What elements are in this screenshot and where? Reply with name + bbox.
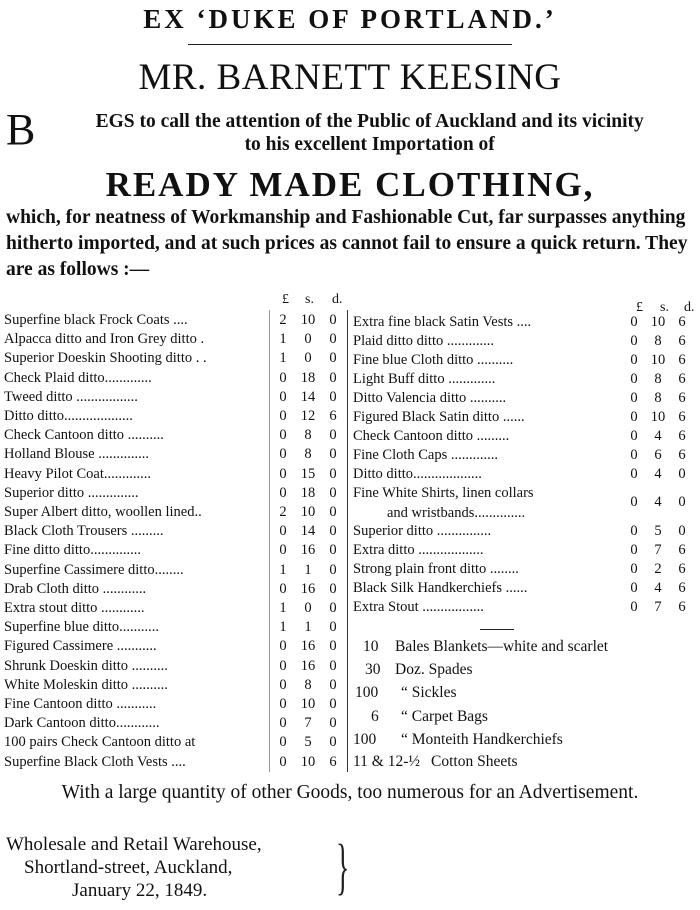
left-price-row xyxy=(4,619,350,639)
item-shillings: 0 xyxy=(304,331,312,348)
right-price-row xyxy=(353,314,700,334)
item-pence: 0 xyxy=(329,600,337,616)
intro-line-2: to his excellent Importation of xyxy=(244,134,495,155)
item-pounds: 0 xyxy=(630,390,638,406)
item-pounds: 1 xyxy=(279,331,287,348)
item-pounds: 0 xyxy=(630,428,638,444)
item-description: Figured Cassimere ........... xyxy=(4,638,157,655)
item-pounds: 0 xyxy=(630,494,638,510)
item-pence: 6 xyxy=(678,542,686,558)
item-description: Extra ditto .................. xyxy=(353,542,484,558)
item-description: Tweed ditto ................. xyxy=(4,388,138,405)
bulk-goods-row xyxy=(353,731,700,751)
item-description: Plaid ditto ditto ............. xyxy=(353,333,494,349)
left-price-row xyxy=(4,446,350,466)
bulk-goods-row xyxy=(353,638,700,658)
item-shillings: 4 xyxy=(654,494,662,510)
left-price-row xyxy=(4,350,350,370)
item-pounds: 0 xyxy=(630,371,638,387)
item-pounds: 0 xyxy=(279,369,287,386)
bulk-description: “ Sickles xyxy=(401,684,457,701)
item-pounds: 0 xyxy=(279,734,287,751)
item-pence: 0 xyxy=(329,542,337,559)
left-price-row xyxy=(4,523,350,543)
left-price-row xyxy=(4,677,350,697)
item-description: Check Cantoon ditto ......... xyxy=(353,428,510,444)
right-price-row xyxy=(353,352,700,372)
item-pounds: 0 xyxy=(630,333,638,349)
item-description: Ditto ditto................... xyxy=(353,466,482,482)
item-pounds: 0 xyxy=(630,542,638,558)
item-shillings: 14 xyxy=(300,523,316,540)
item-pence: 0 xyxy=(678,523,686,539)
item-pounds: 0 xyxy=(630,466,638,482)
item-pence: 0 xyxy=(329,580,337,597)
item-pence: 6 xyxy=(678,352,686,368)
ship-heading: EX ‘DUKE OF PORTLAND.’ xyxy=(143,4,557,34)
item-shillings: 1 xyxy=(304,619,312,636)
item-shillings: 4 xyxy=(654,466,662,482)
pence-header-right: d. xyxy=(684,300,695,315)
item-description: Holland Blouse .............. xyxy=(4,446,149,463)
address-block xyxy=(6,833,336,902)
item-pence: 0 xyxy=(329,312,337,328)
bulk-quantity: 30 xyxy=(365,661,381,678)
merchant-name: MR. BARNETT KEESING xyxy=(138,57,562,98)
item-shillings: 8 xyxy=(654,371,662,387)
item-pounds: 1 xyxy=(279,600,287,616)
item-shillings: 2 xyxy=(654,561,662,577)
price-list-right xyxy=(353,312,700,772)
item-pence: 6 xyxy=(678,599,686,615)
item-description: Superfine blue ditto........... xyxy=(4,619,160,636)
item-description: Ditto Valencia ditto .......... xyxy=(353,390,507,406)
right-price-row xyxy=(353,428,700,448)
item-description-continued: and wristbands.............. xyxy=(387,505,526,521)
item-description: 100 pairs Check Cantoon ditto at xyxy=(4,734,196,751)
item-pounds: 0 xyxy=(279,542,287,559)
item-shillings: 8 xyxy=(304,427,312,444)
right-price-row xyxy=(353,580,700,600)
right-price-row xyxy=(353,523,700,543)
left-price-row xyxy=(4,331,350,351)
left-price-row xyxy=(4,389,350,409)
item-pence: 6 xyxy=(678,447,686,463)
item-pounds: 2 xyxy=(279,312,287,328)
item-pounds: 0 xyxy=(630,523,638,539)
item-description: Black Silk Handkerchiefs ...... xyxy=(353,580,528,596)
item-pence: 0 xyxy=(329,734,337,751)
amount-divider-left xyxy=(269,310,270,772)
item-shillings: 6 xyxy=(654,447,662,463)
price-list-left xyxy=(4,312,350,772)
item-pence: 0 xyxy=(329,427,337,444)
item-description: Check Plaid ditto............. xyxy=(4,369,152,386)
item-shillings: 8 xyxy=(304,676,312,693)
item-pence: 0 xyxy=(329,715,337,732)
item-shillings: 16 xyxy=(300,638,316,655)
item-description: Extra fine black Satin Vests .... xyxy=(353,314,532,330)
item-shillings: 10 xyxy=(300,312,316,328)
item-pounds: 0 xyxy=(279,715,287,732)
item-shillings: 10 xyxy=(300,504,316,520)
item-shillings: 4 xyxy=(654,428,662,444)
item-pence: 0 xyxy=(329,523,337,540)
left-price-row xyxy=(4,312,350,332)
item-pounds: 1 xyxy=(279,561,287,578)
address-date: January 22, 1849. xyxy=(72,880,208,901)
left-price-row xyxy=(4,427,350,447)
item-pounds: 0 xyxy=(279,523,287,540)
bulk-quantity: 100 xyxy=(355,684,379,701)
intro-paragraph: which, for neatness of Workmanship and Fashionable Cut, far surpasses anything hitherto imported, and at such prices as cannot fail to ensure a quick return. They are as follows :— xyxy=(6,207,688,280)
item-pence: 0 xyxy=(329,388,337,405)
item-description: Superfine Black Cloth Vests .... xyxy=(4,753,186,770)
headline: READY MADE CLOTHING, xyxy=(105,165,595,204)
item-pounds: 0 xyxy=(630,409,638,425)
left-price-row xyxy=(4,696,350,716)
item-description: Figured Black Satin ditto ...... xyxy=(353,409,525,425)
left-price-row xyxy=(4,581,350,601)
item-pence: 6 xyxy=(678,561,686,577)
right-price-row xyxy=(353,371,700,391)
address-brace: } xyxy=(336,833,350,901)
column-divider-right xyxy=(347,310,348,772)
item-pounds: 0 xyxy=(279,427,287,444)
item-shillings: 1 xyxy=(304,561,312,578)
item-pounds: 0 xyxy=(630,599,638,615)
item-description: Ditto ditto................... xyxy=(4,408,133,424)
address-line-2: Shortland-street, Auckland, xyxy=(24,857,233,878)
heading-rule xyxy=(188,44,512,45)
item-shillings: 18 xyxy=(300,369,316,386)
item-pence: 0 xyxy=(329,638,337,655)
bulk-description: “ Monteith Handkerchiefs xyxy=(401,731,563,748)
short-rule xyxy=(480,629,514,630)
item-description: Light Buff ditto ............. xyxy=(353,371,496,387)
item-pounds: 0 xyxy=(630,561,638,577)
left-price-row xyxy=(4,370,350,390)
left-price-row xyxy=(4,542,350,562)
item-shillings: 10 xyxy=(650,352,666,368)
right-price-row xyxy=(353,599,700,619)
item-pence: 0 xyxy=(329,465,337,482)
item-pounds: 0 xyxy=(279,446,287,463)
item-pence: 0 xyxy=(329,561,337,578)
intro-line-1: EGS to call the attention of the Public of Auckland and its vicinity xyxy=(95,111,644,132)
item-pounds: 1 xyxy=(279,350,287,367)
item-description: Superior ditto .............. xyxy=(4,484,139,501)
left-price-row xyxy=(4,562,350,582)
item-pence: 0 xyxy=(329,484,337,501)
item-pounds: 1 xyxy=(279,619,287,636)
item-pounds: 0 xyxy=(279,408,287,424)
item-shillings: 7 xyxy=(304,715,312,732)
item-shillings: 0 xyxy=(304,600,312,616)
bulk-goods-row xyxy=(353,661,700,681)
item-pounds: 0 xyxy=(279,753,287,770)
item-description: White Moleskin ditto .......... xyxy=(4,676,168,693)
item-pence: 0 xyxy=(678,466,686,482)
left-price-row xyxy=(4,715,350,735)
right-price-row xyxy=(353,542,700,562)
left-price-row xyxy=(4,504,350,524)
item-pence: 6 xyxy=(329,753,337,770)
item-pounds: 0 xyxy=(630,352,638,368)
item-pounds: 0 xyxy=(279,465,287,482)
left-price-row xyxy=(4,466,350,486)
right-price-row xyxy=(353,333,700,353)
item-pence: 0 xyxy=(329,696,337,712)
item-pence: 0 xyxy=(329,446,337,463)
item-description: Fine blue Cloth ditto .......... xyxy=(353,352,514,368)
item-pence: 0 xyxy=(329,657,337,674)
right-price-row xyxy=(353,447,700,467)
item-description: Super Albert ditto, woollen lined.. xyxy=(4,504,202,520)
item-pence: 0 xyxy=(329,676,337,693)
item-shillings: 16 xyxy=(300,580,316,597)
left-price-row xyxy=(4,658,350,678)
item-pence: 6 xyxy=(678,428,686,444)
item-pounds: 0 xyxy=(279,676,287,693)
bulk-description: Bales Blankets—white and scarlet xyxy=(395,638,609,655)
item-shillings: 10 xyxy=(300,753,316,770)
item-description: Fine Cloth Caps ............. xyxy=(353,447,499,463)
shillings-header-left: s. xyxy=(305,292,314,307)
item-description: Extra Stout ................. xyxy=(353,599,484,615)
item-pence: 6 xyxy=(678,371,686,387)
item-description: Heavy Pilot Coat............. xyxy=(4,465,152,482)
bulk-goods-row xyxy=(353,684,700,704)
drop-cap: B xyxy=(6,105,36,154)
item-shillings: 8 xyxy=(654,390,662,406)
bulk-quantity: 11 & 12-½ xyxy=(353,753,421,770)
item-shillings: 4 xyxy=(654,580,662,596)
item-pounds: 0 xyxy=(279,696,287,712)
bulk-quantity: 10 xyxy=(363,638,379,655)
right-price-row xyxy=(353,409,700,429)
item-description: Fine Cantoon ditto ........... xyxy=(4,696,157,712)
item-pence: 0 xyxy=(329,350,337,367)
item-pence: 6 xyxy=(678,409,686,425)
left-price-row xyxy=(4,638,350,658)
item-shillings: 15 xyxy=(300,465,316,482)
item-shillings: 7 xyxy=(654,542,662,558)
item-shillings: 5 xyxy=(654,523,662,539)
item-pence: 6 xyxy=(678,580,686,596)
item-pence: 0 xyxy=(329,369,337,386)
left-price-row xyxy=(4,485,350,505)
bulk-description: Cotton Sheets xyxy=(431,753,518,770)
item-shillings: 16 xyxy=(300,542,316,559)
item-description: Extra stout ditto ............ xyxy=(4,600,145,616)
item-shillings: 14 xyxy=(300,388,316,405)
right-price-row xyxy=(353,561,700,581)
pounds-header-right: £ xyxy=(636,300,643,315)
item-description: Superior ditto ............... xyxy=(353,523,492,539)
left-price-row xyxy=(4,408,350,428)
item-shillings: 16 xyxy=(300,657,316,674)
bulk-quantity: 6 xyxy=(371,708,379,725)
bulk-quantity: 100 xyxy=(353,731,377,748)
item-description: Drab Cloth ditto ............ xyxy=(4,580,147,597)
bulk-description: “ Carpet Bags xyxy=(401,708,488,725)
item-description: Black Cloth Trousers ......... xyxy=(4,523,164,540)
item-pence: 6 xyxy=(678,390,686,406)
left-price-row xyxy=(4,734,350,754)
item-description: Superfine black Frock Coats .... xyxy=(4,312,188,328)
item-shillings: 10 xyxy=(650,409,666,425)
item-description: Fine White Shirts, linen collars xyxy=(353,485,534,501)
item-pounds: 0 xyxy=(279,638,287,655)
item-shillings: 0 xyxy=(304,350,312,367)
item-pence: 0 xyxy=(678,494,686,510)
address-line-1: Wholesale and Retail Warehouse, xyxy=(6,834,262,855)
pounds-header-left: £ xyxy=(282,292,289,307)
item-pounds: 0 xyxy=(279,657,287,674)
right-price-row xyxy=(353,466,700,486)
bulk-goods-row xyxy=(353,708,700,728)
shillings-header-right: s. xyxy=(660,300,669,315)
intro-text xyxy=(6,105,700,156)
bulk-description: Doz. Spades xyxy=(395,661,473,678)
item-pence: 0 xyxy=(329,619,337,636)
item-pence: 6 xyxy=(329,408,337,424)
item-pounds: 0 xyxy=(279,388,287,405)
item-pence: 0 xyxy=(329,504,337,520)
item-shillings: 10 xyxy=(650,314,666,330)
pence-header-left: d. xyxy=(332,292,343,307)
item-shillings: 5 xyxy=(304,734,312,751)
left-price-row xyxy=(4,600,350,620)
item-description: Shrunk Doeskin ditto .......... xyxy=(4,657,168,674)
right-price-row xyxy=(353,390,700,410)
item-description: Alpacca ditto and Iron Grey ditto . xyxy=(4,331,205,348)
item-pounds: 0 xyxy=(630,580,638,596)
left-price-row xyxy=(4,754,350,774)
item-shillings: 8 xyxy=(654,333,662,349)
item-pounds: 0 xyxy=(630,314,638,330)
item-pounds: 0 xyxy=(279,580,287,597)
item-shillings: 8 xyxy=(304,446,312,463)
item-description: Superfine Cassimere ditto........ xyxy=(4,561,184,578)
item-description: Dark Cantoon ditto............ xyxy=(4,715,160,732)
item-pence: 6 xyxy=(678,333,686,349)
item-pounds: 0 xyxy=(630,447,638,463)
item-description: Strong plain front ditto ........ xyxy=(353,561,519,577)
item-pounds: 2 xyxy=(279,504,287,520)
item-shillings: 7 xyxy=(654,599,662,615)
item-shillings: 18 xyxy=(300,484,316,501)
bulk-goods-row xyxy=(353,753,700,773)
item-pence: 0 xyxy=(329,331,337,348)
right-price-row xyxy=(353,485,700,521)
closing-note: With a large quantity of other Goods, too numerous for an Advertisement. xyxy=(61,782,639,803)
item-description: Check Cantoon ditto .......... xyxy=(4,427,164,444)
item-pounds: 0 xyxy=(279,484,287,501)
item-shillings: 10 xyxy=(300,696,316,712)
item-shillings: 12 xyxy=(300,408,316,424)
item-description: Superior Doeskin Shooting ditto . . xyxy=(4,350,207,367)
item-pence: 6 xyxy=(678,314,686,330)
item-description: Fine ditto ditto.............. xyxy=(4,542,141,559)
